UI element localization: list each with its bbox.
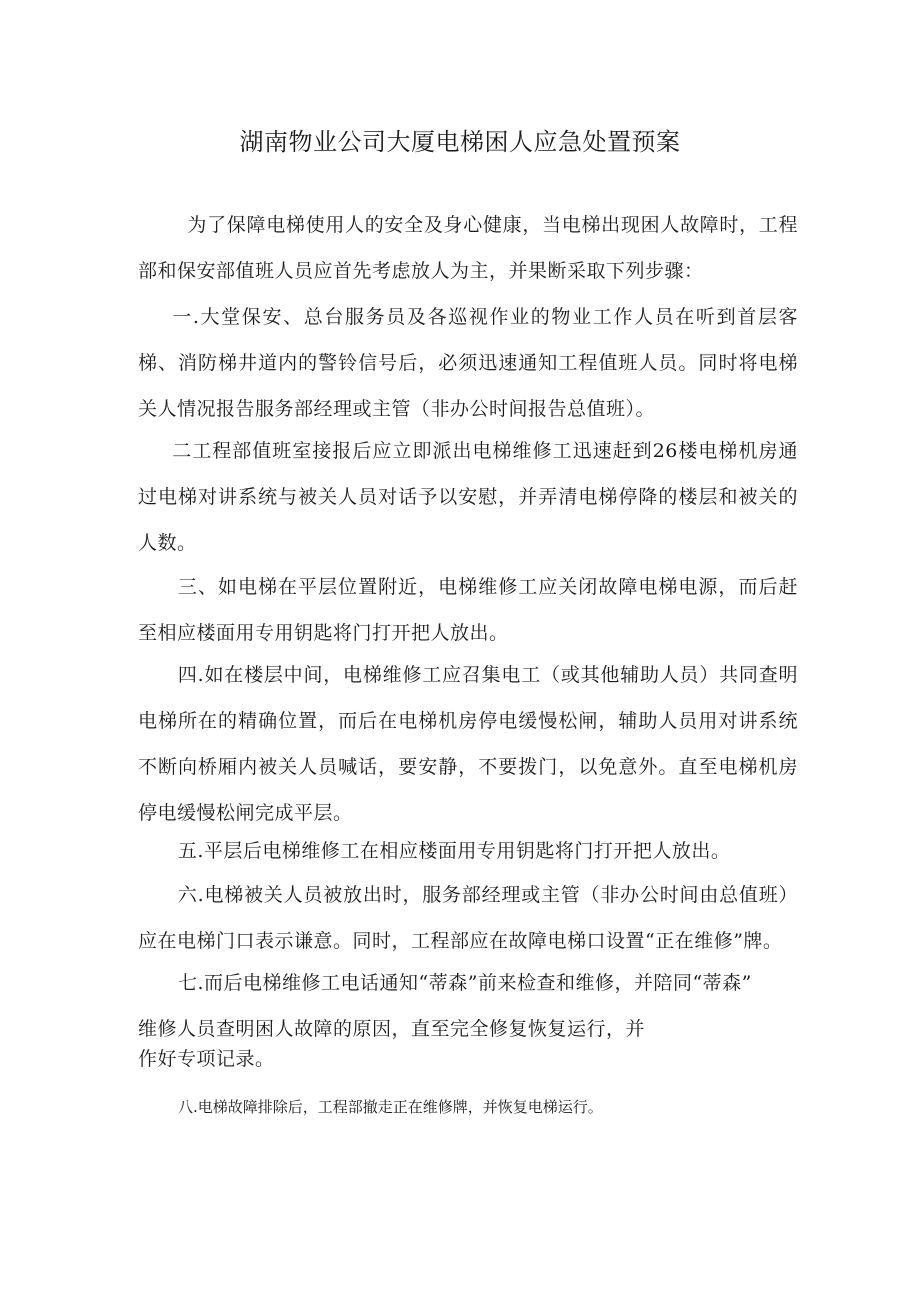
step-7-line-3: 作好专项记录。 (138, 1048, 275, 1070)
step-5-paragraph: 五.平层后电梯维修工在相应楼面用专用钥匙将门打开把人放出。 (177, 840, 731, 862)
document-title: 湖南物业公司大厦电梯困人应急处置预案 (239, 128, 681, 156)
step-1-paragraph: 一.大堂保安、总台服务员及各巡视作业的物业工作人员在听到首层客梯、消防梯井道内的警铃信号后，必须迅速通知工程值班人员。同时将电梯关人情况报告服务部经理或主管（非办公时间报告总值班）。 (138, 306, 798, 420)
step-2-paragraph: 二工程部值班室接报后应立即派出电梯维修工迅速赶到26楼电梯机房通过电梯对讲系统与被关人员对话予以安慰，并弄清电梯停降的楼层和被关的人数。 (138, 440, 798, 554)
intro-paragraph: 为了保障电梯使用人的安全及身心健康，当电梯出现困人故障时，工程部和保安部值班人员应首先考虑放人为主，并果断采取下列步骤： (138, 214, 798, 282)
step-3-paragraph: 三、如电梯在平层位置附近，电梯维修工应关闭故障电梯电源，而后赶至相应楼面用专用钥匙将门打开把人放出。 (138, 576, 798, 644)
step-7-line-2: 维修人员查明困人故障的原因，直至完全修复恢复运行，并 (138, 1018, 646, 1040)
step-7-line-1: 七.而后电梯维修工电话通知“蒂森”前来检查和维修，并陪同“蒂森” (178, 972, 752, 994)
step-8-paragraph: 八.电梯故障排除后，工程部撤走正在维修牌，并恢复电梯运行。 (178, 1098, 603, 1116)
step-4-paragraph: 四.如在楼层中间，电梯维修工应召集电工（或其他辅助人员）共同查明电梯所在的精确位置，而后在电梯机房停电缓慢松闸，辅助人员用对讲系统不断向桥厢内被关人员喊话，要安静，不要拨门，以免意外。直至电梯机房停电缓慢松闸完成平层。 (138, 664, 798, 824)
step-6-paragraph: 六.电梯被关人员被放出时，服务部经理或主管（非办公时间由总值班）应在电梯门口表示谦意。同时，工程部应在故障电梯口设置“正在维修”牌。 (138, 884, 798, 952)
